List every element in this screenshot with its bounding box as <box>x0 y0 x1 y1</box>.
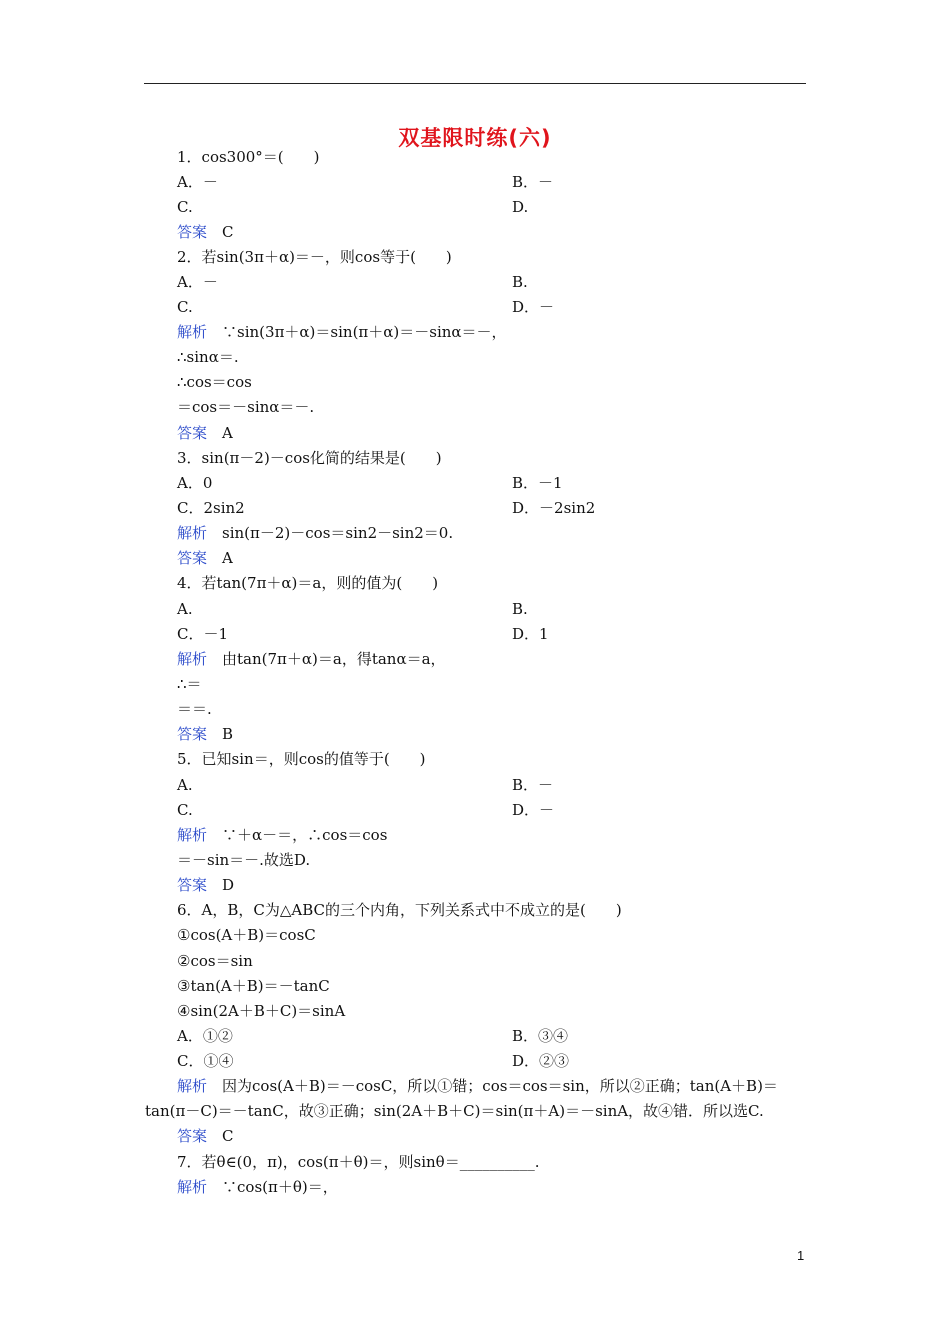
page-title: 双基限时练(六) <box>398 126 552 150</box>
q4-option-b: B. <box>512 600 528 618</box>
q6-stem: 6．A，B，C为△ABC的三个内角，下列关系式中不成立的是( ) <box>177 901 622 919</box>
q6-statement-2: ②cos＝sin <box>177 952 253 970</box>
q4-analysis-line: ∴＝ <box>177 675 202 693</box>
section-label: 答案 <box>177 424 208 442</box>
q3-option-c: C．2sin2 <box>177 499 245 517</box>
q2-analysis-line: ∴sinα＝. <box>177 348 239 366</box>
section-label: 答案 <box>177 725 208 743</box>
q1-stem: 1．cos300°＝( ) <box>177 148 320 166</box>
q6-statement-4: ④sin(2A＋B＋C)＝sinA <box>177 1002 346 1020</box>
q6-option-b: B．③④ <box>512 1027 569 1045</box>
q7-stem: 7．若θ∈(0，π)，cos(π＋θ)＝，则sinθ＝__________. <box>177 1153 540 1171</box>
q3-option-a: A．0 <box>177 474 213 492</box>
q4-option-a: A. <box>177 600 193 618</box>
q4-analysis <box>177 647 446 672</box>
q1-option-b: B．－ <box>512 173 554 191</box>
section-label: 解析 <box>177 826 208 844</box>
section-label: 解析 <box>177 650 208 668</box>
section-text: sin(π－2)－cos＝sin2－sin2＝0. <box>207 524 454 542</box>
q3-analysis <box>177 521 453 546</box>
q4-option-d: D．1 <box>512 625 549 643</box>
section-text: D <box>207 876 235 894</box>
header-rule <box>144 83 806 84</box>
q2-option-a: A．－ <box>177 273 218 291</box>
section-label: 答案 <box>177 223 208 241</box>
q5-option-b: B．－ <box>512 776 554 794</box>
section-text: C <box>207 223 234 241</box>
q6-option-c: C．①④ <box>177 1052 234 1070</box>
section-text: A <box>207 424 233 442</box>
q2-analysis <box>177 320 507 345</box>
q5-answer <box>177 873 234 898</box>
section-text: A <box>207 549 233 567</box>
q6-option-d: D．②③ <box>512 1052 570 1070</box>
section-label: 解析 <box>177 524 208 542</box>
q6-statement-1: ①cos(A＋B)＝cosC <box>177 926 316 944</box>
section-label: 解析 <box>177 1178 208 1196</box>
q6-analysis-line: tan(π－C)＝－tanC，故③正确；sin(2A＋B＋C)＝sin(π＋A)＝－sinA，故④错．所以选C. <box>145 1102 764 1120</box>
q5-option-d: D．－ <box>512 801 555 819</box>
section-label: 解析 <box>177 323 208 341</box>
section-text: C <box>207 1127 234 1145</box>
section-text: 由tan(7π＋α)＝a，得tanα＝a， <box>207 650 446 668</box>
q3-stem: 3．sin(π－2)－cos化简的结果是( ) <box>177 449 442 467</box>
q5-option-c: C. <box>177 801 193 819</box>
q3-option-b: B．－1 <box>512 474 563 492</box>
q3-answer <box>177 546 233 571</box>
q7-analysis <box>177 1175 338 1200</box>
section-label: 答案 <box>177 876 208 894</box>
q5-stem: 5．已知sin＝，则cos的值等于( ) <box>177 750 426 768</box>
section-label: 解析 <box>177 1077 208 1095</box>
section-text: ∵＋α－＝，∴cos＝cos <box>207 826 388 844</box>
q6-option-a: A．①② <box>177 1027 233 1045</box>
q2-stem: 2．若sin(3π＋α)＝－，则cos等于( ) <box>177 248 452 266</box>
q4-stem: 4．若tan(7π＋α)＝a，则的值为( ) <box>177 574 439 592</box>
q4-option-c: C．－1 <box>177 625 229 643</box>
q6-statement-3: ③tan(A＋B)＝－tanC <box>177 977 330 995</box>
q1-answer <box>177 220 234 245</box>
q1-option-d: D. <box>512 198 529 216</box>
q4-analysis-line: ＝＝. <box>177 700 212 718</box>
q2-option-b: B. <box>512 273 528 291</box>
q3-option-d: D．－2sin2 <box>512 499 596 517</box>
q1-option-c: C. <box>177 198 193 216</box>
q6-answer <box>177 1124 234 1149</box>
section-label: 答案 <box>177 549 208 567</box>
section-text: B <box>207 725 234 743</box>
q4-answer <box>177 722 233 747</box>
q2-analysis-line: ∴cos＝cos <box>177 373 252 391</box>
page-number: 1 <box>797 1248 805 1263</box>
q6-analysis <box>177 1074 778 1099</box>
q2-option-c: C. <box>177 298 193 316</box>
q2-analysis-line: ＝cos＝－sinα＝－. <box>177 398 315 416</box>
section-label: 答案 <box>177 1127 208 1145</box>
q5-option-a: A. <box>177 776 193 794</box>
q2-answer <box>177 421 233 446</box>
q2-option-d: D．－ <box>512 298 555 316</box>
q5-analysis-line: ＝－sin＝－.故选D. <box>177 851 311 869</box>
section-text: 因为cos(A＋B)＝－cosC，所以①错；cos＝cos＝sin，所以②正确；tan(A＋B)＝ <box>207 1077 778 1095</box>
section-text: ∵cos(π＋θ)＝， <box>207 1178 338 1196</box>
section-text: ∵sin(3π＋α)＝sin(π＋α)＝－sinα＝－， <box>207 323 507 341</box>
q5-analysis <box>177 823 387 848</box>
q1-option-a: A．－ <box>177 173 218 191</box>
